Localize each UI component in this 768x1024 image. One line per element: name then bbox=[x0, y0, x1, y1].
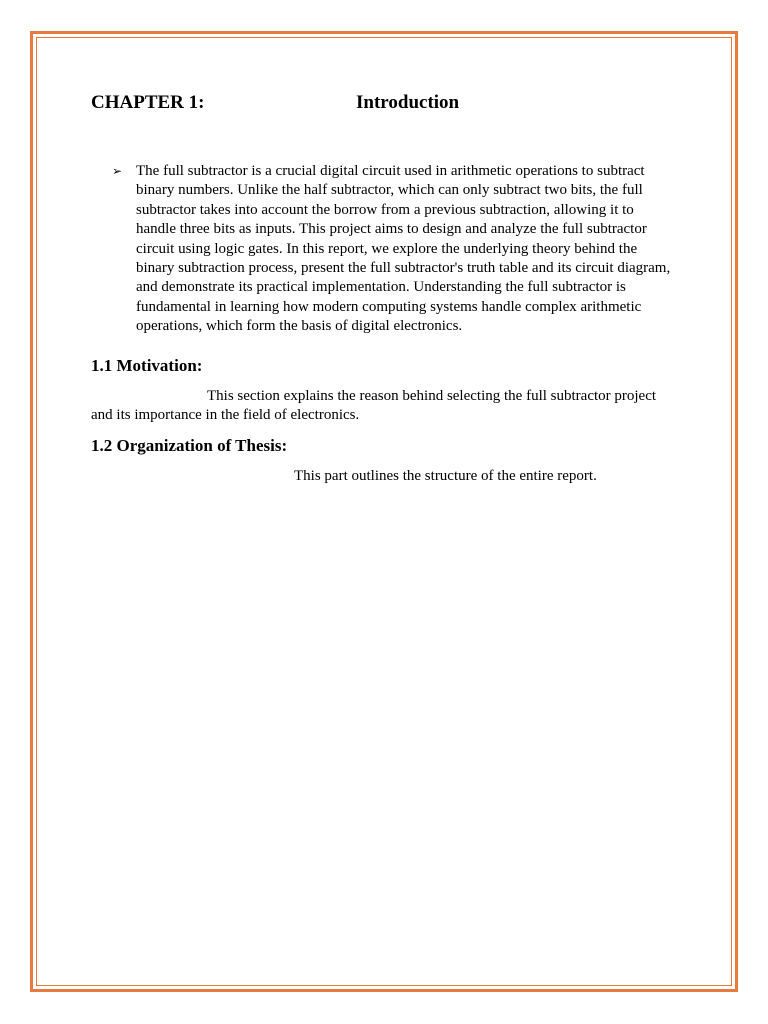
chapter-title: Introduction bbox=[356, 92, 460, 113]
intro-bullet bbox=[91, 162, 674, 337]
document-content bbox=[91, 90, 681, 487]
intro-paragraph: The full subtractor is a crucial digital circuit used in arithmetic operations to subtract binary numbers. Unlike the half subtractor, which can only subtract two bits, the full subtractor takes into account the borrow from a previous subtraction, allowing it to handle three bits as inputs. This project aims to design and analyze the full subtractor circuit using logic gates. In this report, we explore the underlying theory behind the binary subtraction process, present the full subtractor's truth table and its circuit diagram, and demonstrate its practical implementation. Understanding the full subtractor is fundamental in learning how modern computing systems handle complex arithmetic operations, which form the basis of digital electronics. bbox=[136, 163, 671, 335]
motivation-heading: 1.1 Motivation: bbox=[91, 355, 203, 375]
organization-heading: 1.2 Organization of Thesis: bbox=[91, 436, 288, 456]
organization-paragraph: This part outlines the structure of the entire report. bbox=[294, 468, 597, 485]
chapter-heading bbox=[91, 90, 681, 122]
chapter-number: CHAPTER 1: bbox=[91, 92, 205, 113]
arrow-bullet-icon: ➢ bbox=[112, 164, 123, 178]
motivation-paragraph: This section explains the reason behind selecting the full subtractor project and its importance in the field of electronics. bbox=[91, 387, 657, 424]
